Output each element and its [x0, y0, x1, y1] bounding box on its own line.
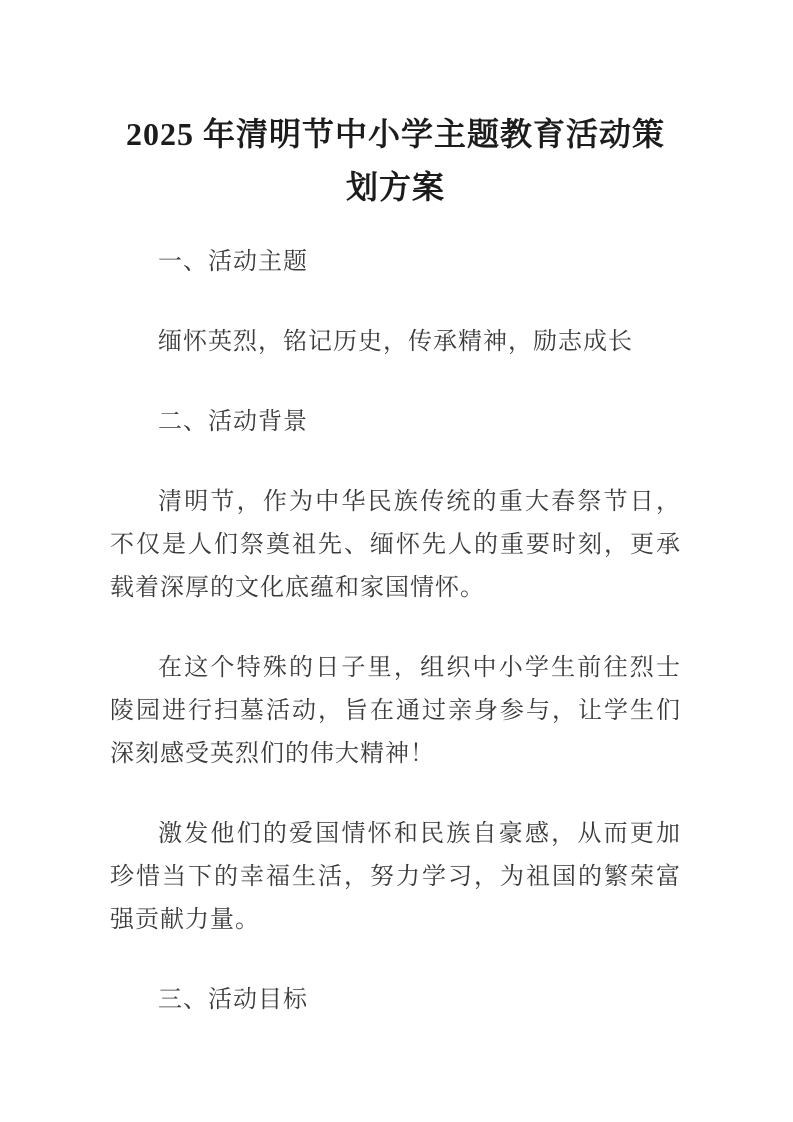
section-heading-activity-goals: 三、活动目标: [158, 987, 308, 1013]
document-title: 2025 年清明节中小学主题教育活动策划方案: [125, 116, 665, 205]
paragraph-theme-slogan: 缅怀英烈，铭记历史，传承精神，励志成长: [158, 329, 633, 355]
paragraph-background-1: 清明节，作为中华民族传统的重大春祭节日，不仅是人们祭奠祖先、缅怀先人的重要时刻，更承载着深厚的文化底蕴和家国情怀。: [110, 489, 681, 601]
section-heading-activity-background: 二、活动背景: [158, 409, 308, 435]
paragraph-background-2: 在这个特殊的日子里，组织中小学生前往烈士陵园进行扫墓活动，旨在通过亲身参与，让学生们深刻感受英烈们的伟大精神！: [110, 655, 681, 767]
paragraph-background-3: 激发他们的爱国情怀和民族自豪感，从而更加珍惜当下的幸福生活，努力学习，为祖国的繁荣富强贡献力量。: [110, 821, 681, 933]
section-heading-activity-theme: 一、活动主题: [158, 249, 308, 275]
